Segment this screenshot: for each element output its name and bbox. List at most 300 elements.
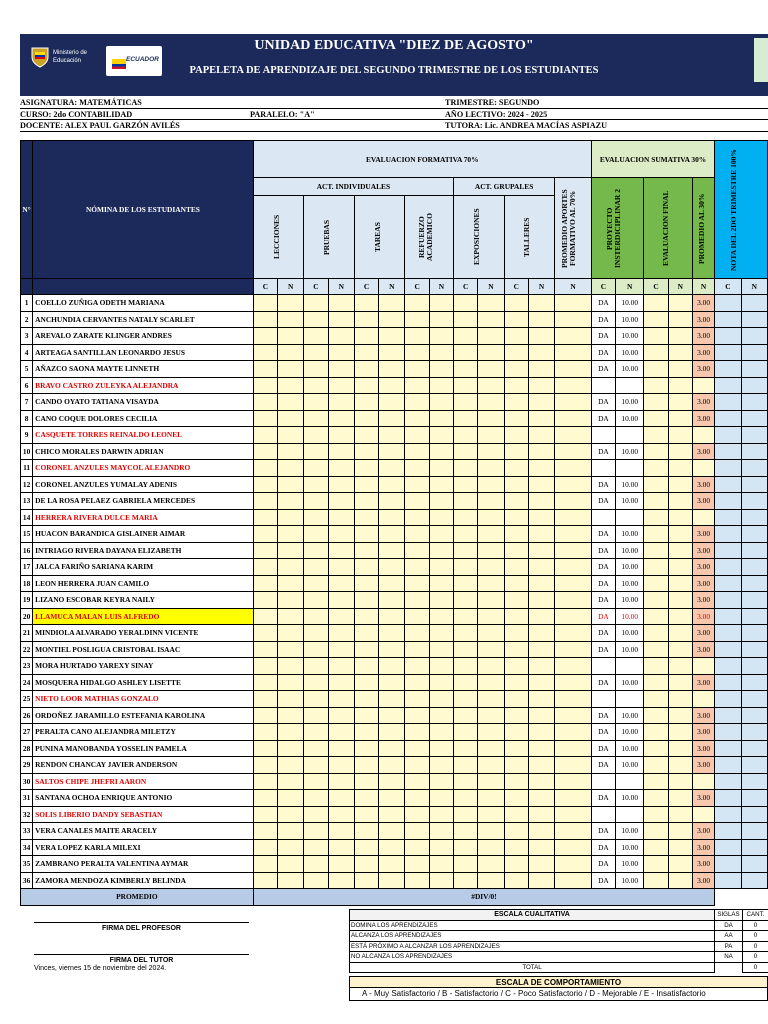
grade-cell[interactable] (253, 790, 277, 807)
grade-cell[interactable] (429, 493, 453, 510)
evaluacion-final-c[interactable] (644, 592, 668, 609)
grade-cell[interactable] (555, 872, 592, 889)
grade-cell[interactable] (454, 872, 478, 889)
grade-cell[interactable] (528, 724, 554, 741)
evaluacion-final-c[interactable] (644, 740, 668, 757)
proyecto-nota[interactable] (616, 773, 644, 790)
grade-cell[interactable] (354, 691, 378, 708)
grade-cell[interactable] (454, 806, 478, 823)
grade-cell[interactable] (278, 443, 304, 460)
grade-cell[interactable] (328, 691, 354, 708)
grade-cell[interactable] (253, 427, 277, 444)
grade-cell[interactable] (304, 773, 328, 790)
evaluacion-final-c[interactable] (644, 427, 668, 444)
proyecto-nota[interactable]: 10.00 (616, 790, 644, 807)
grade-cell[interactable] (478, 592, 504, 609)
proyecto-cualitativa[interactable] (591, 806, 615, 823)
grade-cell[interactable] (478, 344, 504, 361)
grade-cell[interactable] (528, 575, 554, 592)
evaluacion-final-n[interactable] (668, 823, 692, 840)
grade-cell[interactable] (405, 377, 429, 394)
grade-cell[interactable] (304, 707, 328, 724)
grade-cell[interactable] (555, 328, 592, 345)
grade-cell[interactable] (379, 344, 405, 361)
grade-cell[interactable] (278, 724, 304, 741)
grade-cell[interactable] (555, 361, 592, 378)
proyecto-cualitativa[interactable]: DA (591, 559, 615, 576)
proyecto-nota[interactable]: 10.00 (616, 476, 644, 493)
grade-cell[interactable] (429, 592, 453, 609)
grade-cell[interactable] (328, 773, 354, 790)
grade-cell[interactable] (528, 625, 554, 642)
grade-cell[interactable] (504, 773, 528, 790)
proyecto-cualitativa[interactable]: DA (591, 394, 615, 411)
proyecto-nota[interactable]: 10.00 (616, 856, 644, 873)
grade-cell[interactable] (528, 608, 554, 625)
grade-cell[interactable] (304, 856, 328, 873)
grade-cell[interactable] (504, 410, 528, 427)
evaluacion-final-n[interactable] (668, 377, 692, 394)
grade-cell[interactable] (328, 674, 354, 691)
grade-cell[interactable] (528, 856, 554, 873)
grade-cell[interactable] (504, 856, 528, 873)
grade-cell[interactable] (478, 542, 504, 559)
grade-cell[interactable] (405, 773, 429, 790)
evaluacion-final-c[interactable] (644, 641, 668, 658)
grade-cell[interactable] (379, 790, 405, 807)
grade-cell[interactable] (528, 674, 554, 691)
grade-cell[interactable] (555, 377, 592, 394)
grade-cell[interactable] (555, 856, 592, 873)
grade-cell[interactable] (504, 427, 528, 444)
grade-cell[interactable] (253, 493, 277, 510)
grade-cell[interactable] (328, 295, 354, 312)
proyecto-cualitativa[interactable]: DA (591, 839, 615, 856)
evaluacion-final-c[interactable] (644, 839, 668, 856)
proyecto-cualitativa[interactable]: DA (591, 592, 615, 609)
grade-cell[interactable] (405, 674, 429, 691)
grade-cell[interactable] (328, 790, 354, 807)
grade-cell[interactable] (478, 839, 504, 856)
grade-cell[interactable] (555, 790, 592, 807)
grade-cell[interactable] (328, 592, 354, 609)
grade-cell[interactable] (454, 493, 478, 510)
proyecto-cualitativa[interactable] (591, 691, 615, 708)
grade-cell[interactable] (278, 790, 304, 807)
grade-cell[interactable] (379, 476, 405, 493)
grade-cell[interactable] (304, 542, 328, 559)
grade-cell[interactable] (278, 493, 304, 510)
grade-cell[interactable] (454, 790, 478, 807)
grade-cell[interactable] (555, 575, 592, 592)
evaluacion-final-c[interactable] (644, 707, 668, 724)
grade-cell[interactable] (354, 608, 378, 625)
grade-cell[interactable] (253, 641, 277, 658)
grade-cell[interactable] (278, 641, 304, 658)
proyecto-nota[interactable] (616, 427, 644, 444)
grade-cell[interactable] (405, 806, 429, 823)
grade-cell[interactable] (379, 526, 405, 543)
grade-cell[interactable] (379, 493, 405, 510)
grade-cell[interactable] (379, 608, 405, 625)
grade-cell[interactable] (504, 559, 528, 576)
grade-cell[interactable] (429, 443, 453, 460)
grade-cell[interactable] (328, 575, 354, 592)
grade-cell[interactable] (253, 344, 277, 361)
grade-cell[interactable] (354, 328, 378, 345)
grade-cell[interactable] (354, 641, 378, 658)
grade-cell[interactable] (504, 641, 528, 658)
grade-cell[interactable] (528, 790, 554, 807)
grade-cell[interactable] (528, 295, 554, 312)
grade-cell[interactable] (253, 377, 277, 394)
grade-cell[interactable] (379, 460, 405, 477)
grade-cell[interactable] (555, 625, 592, 642)
grade-cell[interactable] (278, 823, 304, 840)
grade-cell[interactable] (328, 394, 354, 411)
evaluacion-final-c[interactable] (644, 872, 668, 889)
grade-cell[interactable] (405, 790, 429, 807)
grade-cell[interactable] (328, 707, 354, 724)
grade-cell[interactable] (555, 773, 592, 790)
grade-cell[interactable] (429, 658, 453, 675)
proyecto-nota[interactable]: 10.00 (616, 839, 644, 856)
grade-cell[interactable] (405, 592, 429, 609)
grade-cell[interactable] (304, 460, 328, 477)
grade-cell[interactable] (354, 509, 378, 526)
grade-cell[interactable] (429, 361, 453, 378)
proyecto-nota[interactable]: 10.00 (616, 410, 644, 427)
grade-cell[interactable] (328, 427, 354, 444)
grade-cell[interactable] (528, 823, 554, 840)
proyecto-nota[interactable]: 10.00 (616, 823, 644, 840)
grade-cell[interactable] (478, 509, 504, 526)
grade-cell[interactable] (555, 542, 592, 559)
evaluacion-final-n[interactable] (668, 394, 692, 411)
grade-cell[interactable] (405, 427, 429, 444)
grade-cell[interactable] (253, 542, 277, 559)
grade-cell[interactable] (354, 427, 378, 444)
grade-cell[interactable] (504, 707, 528, 724)
grade-cell[interactable] (555, 476, 592, 493)
evaluacion-final-n[interactable] (668, 328, 692, 345)
grade-cell[interactable] (528, 493, 554, 510)
grade-cell[interactable] (504, 443, 528, 460)
grade-cell[interactable] (429, 344, 453, 361)
evaluacion-final-c[interactable] (644, 493, 668, 510)
grade-cell[interactable] (478, 790, 504, 807)
grade-cell[interactable] (304, 575, 328, 592)
grade-cell[interactable] (253, 328, 277, 345)
evaluacion-final-n[interactable] (668, 773, 692, 790)
proyecto-nota[interactable]: 10.00 (616, 493, 644, 510)
grade-cell[interactable] (304, 872, 328, 889)
grade-cell[interactable] (504, 493, 528, 510)
evaluacion-final-n[interactable] (668, 707, 692, 724)
grade-cell[interactable] (278, 773, 304, 790)
grade-cell[interactable] (328, 740, 354, 757)
grade-cell[interactable] (555, 608, 592, 625)
grade-cell[interactable] (354, 344, 378, 361)
grade-cell[interactable] (304, 691, 328, 708)
grade-cell[interactable] (478, 427, 504, 444)
evaluacion-final-c[interactable] (644, 658, 668, 675)
grade-cell[interactable] (504, 394, 528, 411)
grade-cell[interactable] (379, 542, 405, 559)
proyecto-nota[interactable] (616, 377, 644, 394)
grade-cell[interactable] (379, 625, 405, 642)
grade-cell[interactable] (429, 856, 453, 873)
grade-cell[interactable] (454, 724, 478, 741)
grade-cell[interactable] (528, 740, 554, 757)
proyecto-nota[interactable]: 10.00 (616, 311, 644, 328)
grade-cell[interactable] (354, 410, 378, 427)
evaluacion-final-n[interactable] (668, 460, 692, 477)
grade-cell[interactable] (405, 872, 429, 889)
grade-cell[interactable] (429, 311, 453, 328)
grade-cell[interactable] (454, 394, 478, 411)
grade-cell[interactable] (354, 311, 378, 328)
grade-cell[interactable] (328, 493, 354, 510)
grade-cell[interactable] (379, 839, 405, 856)
grade-cell[interactable] (454, 773, 478, 790)
evaluacion-final-n[interactable] (668, 559, 692, 576)
proyecto-nota[interactable] (616, 806, 644, 823)
grade-cell[interactable] (555, 493, 592, 510)
grade-cell[interactable] (429, 872, 453, 889)
grade-cell[interactable] (528, 839, 554, 856)
proyecto-cualitativa[interactable]: DA (591, 311, 615, 328)
proyecto-nota[interactable]: 10.00 (616, 344, 644, 361)
evaluacion-final-c[interactable] (644, 724, 668, 741)
evaluacion-final-c[interactable] (644, 856, 668, 873)
evaluacion-final-c[interactable] (644, 757, 668, 774)
grade-cell[interactable] (555, 658, 592, 675)
grade-cell[interactable] (354, 526, 378, 543)
grade-cell[interactable] (454, 410, 478, 427)
evaluacion-final-n[interactable] (668, 872, 692, 889)
evaluacion-final-c[interactable] (644, 460, 668, 477)
grade-cell[interactable] (478, 311, 504, 328)
grade-cell[interactable] (504, 674, 528, 691)
proyecto-cualitativa[interactable]: DA (591, 724, 615, 741)
grade-cell[interactable] (504, 608, 528, 625)
grade-cell[interactable] (304, 526, 328, 543)
evaluacion-final-n[interactable] (668, 361, 692, 378)
grade-cell[interactable] (528, 377, 554, 394)
proyecto-cualitativa[interactable] (591, 658, 615, 675)
evaluacion-final-c[interactable] (644, 509, 668, 526)
proyecto-cualitativa[interactable]: DA (591, 823, 615, 840)
grade-cell[interactable] (504, 691, 528, 708)
proyecto-cualitativa[interactable] (591, 509, 615, 526)
grade-cell[interactable] (304, 361, 328, 378)
proyecto-nota[interactable]: 10.00 (616, 526, 644, 543)
grade-cell[interactable] (253, 625, 277, 642)
grade-cell[interactable] (478, 460, 504, 477)
evaluacion-final-c[interactable] (644, 377, 668, 394)
grade-cell[interactable] (304, 509, 328, 526)
grade-cell[interactable] (504, 311, 528, 328)
grade-cell[interactable] (253, 592, 277, 609)
evaluacion-final-c[interactable] (644, 295, 668, 312)
grade-cell[interactable] (478, 674, 504, 691)
grade-cell[interactable] (528, 872, 554, 889)
grade-cell[interactable] (478, 608, 504, 625)
grade-cell[interactable] (528, 773, 554, 790)
grade-cell[interactable] (454, 757, 478, 774)
grade-cell[interactable] (504, 377, 528, 394)
grade-cell[interactable] (504, 295, 528, 312)
grade-cell[interactable] (454, 674, 478, 691)
evaluacion-final-c[interactable] (644, 575, 668, 592)
grade-cell[interactable] (253, 443, 277, 460)
grade-cell[interactable] (405, 361, 429, 378)
grade-cell[interactable] (454, 839, 478, 856)
grade-cell[interactable] (454, 526, 478, 543)
proyecto-nota[interactable]: 10.00 (616, 608, 644, 625)
grade-cell[interactable] (278, 361, 304, 378)
grade-cell[interactable] (278, 311, 304, 328)
grade-cell[interactable] (379, 377, 405, 394)
grade-cell[interactable] (454, 328, 478, 345)
grade-cell[interactable] (478, 559, 504, 576)
grade-cell[interactable] (278, 872, 304, 889)
grade-cell[interactable] (478, 328, 504, 345)
grade-cell[interactable] (278, 559, 304, 576)
grade-cell[interactable] (253, 856, 277, 873)
evaluacion-final-c[interactable] (644, 608, 668, 625)
grade-cell[interactable] (528, 460, 554, 477)
proyecto-cualitativa[interactable]: DA (591, 608, 615, 625)
grade-cell[interactable] (253, 823, 277, 840)
grade-cell[interactable] (528, 559, 554, 576)
proyecto-nota[interactable] (616, 691, 644, 708)
grade-cell[interactable] (478, 575, 504, 592)
grade-cell[interactable] (429, 724, 453, 741)
grade-cell[interactable] (504, 872, 528, 889)
grade-cell[interactable] (555, 526, 592, 543)
grade-cell[interactable] (354, 476, 378, 493)
grade-cell[interactable] (304, 625, 328, 642)
grade-cell[interactable] (478, 410, 504, 427)
grade-cell[interactable] (478, 625, 504, 642)
proyecto-cualitativa[interactable]: DA (591, 542, 615, 559)
evaluacion-final-n[interactable] (668, 427, 692, 444)
grade-cell[interactable] (278, 476, 304, 493)
grade-cell[interactable] (429, 707, 453, 724)
grade-cell[interactable] (253, 559, 277, 576)
grade-cell[interactable] (504, 542, 528, 559)
grade-cell[interactable] (278, 740, 304, 757)
grade-cell[interactable] (555, 674, 592, 691)
grade-cell[interactable] (454, 641, 478, 658)
grade-cell[interactable] (555, 823, 592, 840)
proyecto-cualitativa[interactable]: DA (591, 757, 615, 774)
evaluacion-final-n[interactable] (668, 724, 692, 741)
grade-cell[interactable] (328, 542, 354, 559)
proyecto-nota[interactable]: 10.00 (616, 295, 644, 312)
grade-cell[interactable] (328, 344, 354, 361)
grade-cell[interactable] (478, 691, 504, 708)
grade-cell[interactable] (304, 839, 328, 856)
grade-cell[interactable] (454, 427, 478, 444)
grade-cell[interactable] (379, 691, 405, 708)
proyecto-cualitativa[interactable]: DA (591, 410, 615, 427)
grade-cell[interactable] (504, 526, 528, 543)
evaluacion-final-n[interactable] (668, 575, 692, 592)
grade-cell[interactable] (328, 377, 354, 394)
evaluacion-final-c[interactable] (644, 394, 668, 411)
grade-cell[interactable] (478, 773, 504, 790)
evaluacion-final-c[interactable] (644, 625, 668, 642)
grade-cell[interactable] (454, 740, 478, 757)
grade-cell[interactable] (304, 740, 328, 757)
proyecto-nota[interactable]: 10.00 (616, 625, 644, 642)
proyecto-cualitativa[interactable]: DA (591, 674, 615, 691)
grade-cell[interactable] (354, 361, 378, 378)
proyecto-cualitativa[interactable]: DA (591, 740, 615, 757)
grade-cell[interactable] (253, 509, 277, 526)
grade-cell[interactable] (504, 740, 528, 757)
proyecto-nota[interactable]: 10.00 (616, 575, 644, 592)
grade-cell[interactable] (278, 394, 304, 411)
evaluacion-final-n[interactable] (668, 476, 692, 493)
grade-cell[interactable] (354, 295, 378, 312)
grade-cell[interactable] (504, 344, 528, 361)
grade-cell[interactable] (304, 823, 328, 840)
grade-cell[interactable] (555, 707, 592, 724)
proyecto-cualitativa[interactable] (591, 377, 615, 394)
grade-cell[interactable] (278, 460, 304, 477)
grade-cell[interactable] (328, 328, 354, 345)
grade-cell[interactable] (504, 724, 528, 741)
grade-cell[interactable] (278, 592, 304, 609)
grade-cell[interactable] (504, 806, 528, 823)
grade-cell[interactable] (429, 427, 453, 444)
grade-cell[interactable] (528, 476, 554, 493)
grade-cell[interactable] (253, 361, 277, 378)
grade-cell[interactable] (555, 757, 592, 774)
grade-cell[interactable] (478, 295, 504, 312)
grade-cell[interactable] (253, 674, 277, 691)
grade-cell[interactable] (555, 740, 592, 757)
grade-cell[interactable] (478, 658, 504, 675)
grade-cell[interactable] (504, 328, 528, 345)
grade-cell[interactable] (405, 658, 429, 675)
grade-cell[interactable] (555, 724, 592, 741)
grade-cell[interactable] (454, 311, 478, 328)
grade-cell[interactable] (555, 410, 592, 427)
grade-cell[interactable] (454, 295, 478, 312)
grade-cell[interactable] (379, 427, 405, 444)
grade-cell[interactable] (405, 443, 429, 460)
grade-cell[interactable] (328, 823, 354, 840)
grade-cell[interactable] (504, 625, 528, 642)
proyecto-nota[interactable]: 10.00 (616, 674, 644, 691)
grade-cell[interactable] (278, 295, 304, 312)
evaluacion-final-c[interactable] (644, 773, 668, 790)
grade-cell[interactable] (405, 625, 429, 642)
grade-cell[interactable] (429, 295, 453, 312)
grade-cell[interactable] (253, 806, 277, 823)
proyecto-cualitativa[interactable]: DA (591, 526, 615, 543)
grade-cell[interactable] (379, 856, 405, 873)
grade-cell[interactable] (304, 806, 328, 823)
grade-cell[interactable] (354, 674, 378, 691)
grade-cell[interactable] (354, 740, 378, 757)
grade-cell[interactable] (379, 724, 405, 741)
